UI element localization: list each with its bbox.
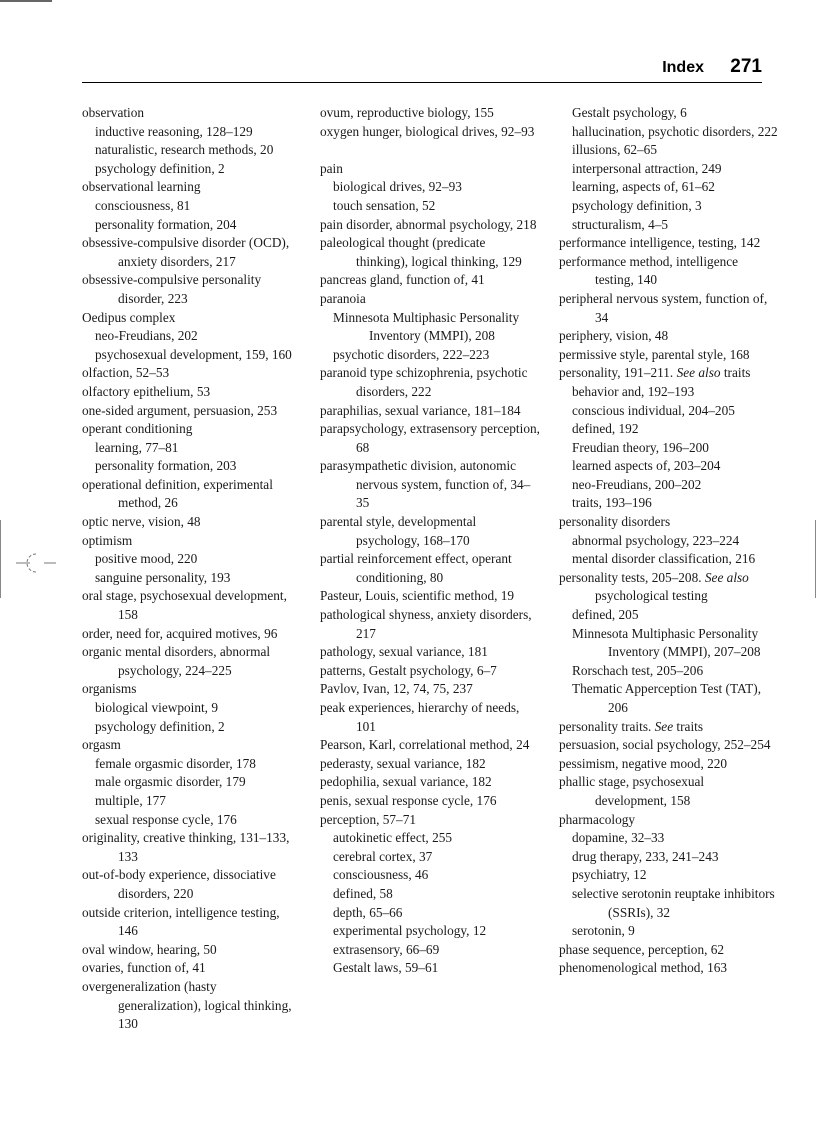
index-subentry: experimental psychology, 12	[333, 923, 487, 939]
index-subentry: psychiatry, 12	[572, 867, 647, 883]
index-entry: personality, 191–211. See also traits	[559, 365, 751, 381]
index-subentry: multiple, 177	[95, 792, 166, 808]
index-entry: paranoia	[320, 290, 366, 306]
index-entry: optic nerve, vision, 48	[82, 514, 201, 530]
index-subentry: mental disorder classification, 216	[572, 551, 756, 567]
index-subentry: structuralism, 4–5	[572, 216, 669, 232]
index-entry: Oedipus complex	[82, 309, 176, 325]
header-title: Index	[662, 59, 704, 76]
index-subentry: hallucination, psychotic disorders, 222	[572, 123, 778, 139]
index-entry: orgasm	[82, 737, 121, 753]
index-entry: oval window, hearing, 50	[82, 941, 217, 957]
index-entry: penis, sexual response cycle, 176	[320, 792, 497, 808]
index-entry: outside criterion, intelligence testing, 146	[82, 904, 280, 939]
index-subentry: touch sensation, 52	[333, 197, 436, 213]
index-entry: operant conditioning	[82, 421, 193, 437]
index-subentry: defined, 205	[572, 607, 639, 623]
index-entry: phenomenological method, 163	[559, 960, 728, 976]
page-number: 271	[730, 56, 762, 77]
index-subentry: biological viewpoint, 9	[95, 700, 218, 715]
index-subentry: cerebral cortex, 37	[333, 848, 433, 864]
index-entry: performance method, intelligence testing, 140	[559, 253, 739, 288]
index-subentry: learning, aspects of, 61–62	[572, 179, 715, 195]
index-entry: ovum, reproductive biology, 155	[320, 105, 494, 120]
index-subentry: learned aspects of, 203–204	[572, 458, 721, 474]
index-entry: partial reinforcement effect, operant conditioning, 80	[320, 551, 512, 585]
index-subentry: personality formation, 204	[95, 216, 237, 232]
index-subentry: defined, 58	[333, 885, 393, 901]
index-subentry: drug therapy, 233, 241–243	[572, 848, 719, 864]
index-subentry: serotonin, 9	[572, 923, 635, 939]
index-subentry: Minnesota Multiphasic Personality Inventory (MMPI), 208	[333, 309, 520, 344]
index-entry: operational definition, experimental method, 26	[82, 476, 273, 511]
index-subentry: Minnesota Multiphasic Personality Inventory (MMPI), 207–208	[572, 625, 761, 660]
index-entry: pharmacology	[559, 811, 636, 827]
index-subentry: behavior and, 192–193	[572, 383, 695, 399]
index-subentry: extrasensory, 66–69	[333, 941, 440, 957]
index-entry: observation	[82, 105, 145, 120]
index-entry: pain disorder, abnormal psychology, 218	[320, 216, 537, 232]
index-entry: obsessive-compulsive personality disorder, 223	[82, 272, 262, 306]
index-entry: peak experiences, hierarchy of needs, 101	[320, 700, 520, 734]
index-subentry: Thematic Apperception Test (TAT), 206	[572, 681, 762, 715]
index-entry: pederasty, sexual variance, 182	[320, 755, 486, 771]
index-subentry: male orgasmic disorder, 179	[95, 774, 246, 790]
index-subentry: depth, 65–66	[333, 904, 403, 920]
index-entry: personality disorders	[559, 514, 671, 530]
index-subentry: conscious individual, 204–205	[572, 402, 735, 418]
index-entry: periphery, vision, 48	[559, 328, 669, 344]
index-entry: pathology, sexual variance, 181	[320, 644, 488, 660]
index-entry: permissive style, parental style, 168	[559, 346, 750, 362]
index-subentry: positive mood, 220	[95, 551, 198, 567]
index-subentry: neo-Freudians, 202	[95, 328, 198, 344]
index-entry: olfaction, 52–53	[82, 365, 170, 381]
index-entry: peripheral nervous system, function of, 34	[559, 290, 768, 325]
index-subentry: selective serotonin reuptake inhibitors (SSRIs), 32	[572, 885, 775, 920]
index-entry: phallic stage, psychosexual development, 158	[559, 774, 705, 808]
corner-crop-mark	[0, 0, 52, 2]
index-subentry: autokinetic effect, 255	[333, 830, 453, 846]
index-entry: personality tests, 205–208. See also psychological testing	[559, 569, 749, 604]
index-subentry: biological drives, 92–93	[333, 179, 462, 195]
index-subentry: sanguine personality, 193	[95, 569, 231, 585]
index-entry: pessimism, negative mood, 220	[559, 755, 728, 771]
index-subentry: psychosexual development, 159, 160	[95, 346, 292, 362]
index-subentry: consciousness, 81	[95, 197, 191, 213]
index-entry: ovaries, function of, 41	[82, 960, 206, 976]
index-entry: obsessive-compulsive disorder (OCD), anxiety disorders, 217	[82, 235, 290, 269]
index-entry: pancreas gland, function of, 41	[320, 272, 485, 288]
index-subentry: consciousness, 46	[333, 867, 429, 883]
index-entry: originality, creative thinking, 131–133, 133	[82, 830, 290, 864]
index-entry: paraphilias, sexual variance, 181–184	[320, 402, 521, 418]
index-entry: personality traits. See traits	[559, 718, 704, 734]
index-subentry: psychology definition, 2	[95, 160, 225, 176]
index-entry: pedophilia, sexual variance, 182	[320, 774, 492, 790]
index-entry: performance intelligence, testing, 142	[559, 235, 761, 251]
index-subentry: psychology definition, 2	[95, 718, 225, 734]
index-subentry: defined, 192	[572, 421, 639, 437]
index-subentry: interpersonal attraction, 249	[572, 160, 722, 176]
index-column-1	[82, 104, 302, 1034]
left-crop-line	[0, 520, 1, 598]
index-subentry: sexual response cycle, 176	[95, 811, 237, 827]
index-entry: Pavlov, Ivan, 12, 74, 75, 237	[320, 681, 473, 697]
index-entry: out-of-body experience, dissociative disorders, 220	[82, 867, 276, 901]
index-subentry: dopamine, 32–33	[572, 830, 665, 846]
index-subentry: Gestalt laws, 59–61	[333, 960, 439, 976]
index-entry: order, need for, acquired motives, 96	[82, 625, 278, 641]
index-column-3	[559, 104, 779, 978]
index-subentry: illusions, 62–65	[572, 142, 657, 158]
index-entry: pathological shyness, anxiety disorders, 217	[320, 607, 532, 641]
index-subentry: abnormal psychology, 223–224	[572, 532, 740, 548]
index-entry: patterns, Gestalt psychology, 6–7	[320, 662, 497, 678]
registration-mark-icon	[16, 548, 58, 578]
index-entry: organisms	[82, 681, 137, 697]
index-entry: phase sequence, perception, 62	[559, 941, 725, 957]
index-subentry: traits, 193–196	[572, 495, 652, 511]
index-subentry: personality formation, 203	[95, 458, 237, 474]
index-subentry: Gestalt psychology, 6	[572, 105, 687, 120]
index-entry: organic mental disorders, abnormal psychology, 224–225	[82, 644, 271, 678]
index-subentry: naturalistic, research methods, 20	[95, 142, 274, 158]
index-entry: oral stage, psychosexual development, 158	[82, 588, 287, 623]
index-entry: olfactory epithelium, 53	[82, 383, 211, 399]
index-subentry: Rorschach test, 205–206	[572, 662, 704, 678]
index-entry: persuasion, social psychology, 252–254	[559, 737, 771, 753]
index-entry: perception, 57–71	[320, 811, 417, 827]
running-header	[82, 58, 762, 83]
index-entry: Pearson, Karl, correlational method, 24	[320, 737, 530, 753]
index-entry: Pasteur, Louis, scientific method, 19	[320, 588, 515, 604]
index-subentry: psychotic disorders, 222–223	[333, 346, 490, 362]
index-subentry: female orgasmic disorder, 178	[95, 755, 256, 771]
index-subentry: psychology definition, 3	[572, 197, 702, 213]
index-entry: parasympathetic division, autonomic nervous system, function of, 34–35	[320, 458, 531, 511]
index-subentry: inductive reasoning, 128–129	[95, 123, 253, 139]
index-entry: paleological thought (predicate thinking), logical thinking, 129	[320, 235, 522, 269]
index-subentry: Freudian theory, 196–200	[572, 439, 709, 455]
index-entry: parental style, developmental psychology, 168–170	[320, 514, 477, 548]
index-entry: pain	[320, 160, 343, 176]
index-entry: overgeneralization (hasty generalization), logical thinking, 130	[82, 978, 292, 1032]
index-entry: optimism	[82, 532, 133, 548]
index-column-2	[320, 104, 540, 978]
index-entry: oxygen hunger, biological drives, 92–93	[320, 123, 535, 139]
index-entry: one-sided argument, persuasion, 253	[82, 402, 278, 418]
index-entry: observational learning	[82, 179, 201, 195]
index-subentry: learning, 77–81	[95, 439, 179, 455]
index-entry: parapsychology, extrasensory perception, 68	[320, 421, 540, 455]
index-entry: paranoid type schizophrenia, psychotic disorders, 222	[320, 365, 528, 399]
index-subentry: neo-Freudians, 200–202	[572, 476, 702, 492]
